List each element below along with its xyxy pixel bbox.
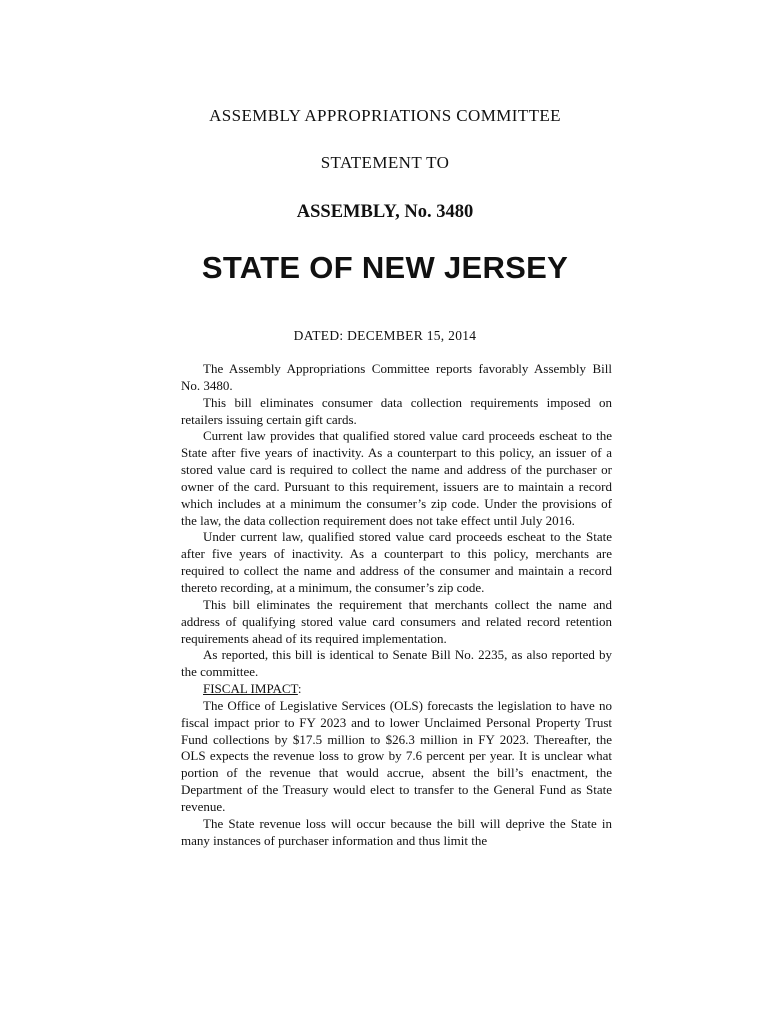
dated-line: DATED: DECEMBER 15, 2014 bbox=[293, 328, 477, 343]
state-title: STATE OF NEW JERSEY bbox=[201, 250, 569, 285]
paragraph: This bill eliminates consumer data collection requirements imposed on retailers issuing certain gift cards. bbox=[181, 394, 612, 427]
paragraph: This bill eliminates the requirement that merchants collect the name and address of qualifying stored value card consumers and related record retention requirements ahead of its required implementation. bbox=[181, 596, 612, 646]
paragraph: The Assembly Appropriations Committee reports favorably Assembly Bill No. 3480. bbox=[181, 361, 612, 393]
paragraph: The Office of Legislative Services (OLS) forecasts the legislation to have no fiscal impact prior to FY 2023 and to lower Unclaimed Personal Property Trust Fund collections by $17.5 million to $26.3 million in FY 2023. Thereafter, the OLS expects the revenue loss to grow by 7.6 percent per year. It is unclear what portion of the revenue that would accrue, absent the bill’s enactment, the Department of the Treasury would elect to transfer to the General Fund as State revenue. bbox=[181, 697, 612, 814]
bill-number-heading: ASSEMBLY, No. 3480 bbox=[296, 202, 474, 222]
paragraph: Current law provides that qualified stored value card proceeds escheat to the State after five years of inactivity. As a counterpart to this policy, an issuer of a stored value card is required to collect the name and address of the purchaser or owner of the card. Pursuant to this requirement, issuers are to maintain a record which includes at a minimum the consumer’s zip code. Under the provisions of the law, the data collection requirement does not take effect until July 2016. bbox=[181, 428, 612, 528]
paragraph: As reported, this bill is identical to Senate Bill No. 2235, as also reported by the committee. bbox=[181, 647, 612, 680]
fiscal-impact-colon: : bbox=[297, 681, 302, 697]
paragraph: Under current law, qualified stored value card proceeds escheat to the State after five years of inactivity. As a counterpart to this policy, merchants are required to collect the name and address of the consumer and maintain a record thereto recording, at a minimum, the consumer’s zip code. bbox=[181, 529, 612, 595]
fiscal-impact-label: FISCAL IMPACT bbox=[203, 681, 298, 697]
fiscal-impact-heading bbox=[181, 681, 612, 698]
committee-heading: ASSEMBLY APPROPRIATIONS COMMITTEE bbox=[209, 106, 561, 125]
paragraph: The State revenue loss will occur because the bill will deprive the State in many instances of purchaser information and thus limit the bbox=[181, 815, 612, 848]
statement-heading: STATEMENT TO bbox=[320, 153, 450, 172]
statement-body bbox=[181, 361, 612, 849]
